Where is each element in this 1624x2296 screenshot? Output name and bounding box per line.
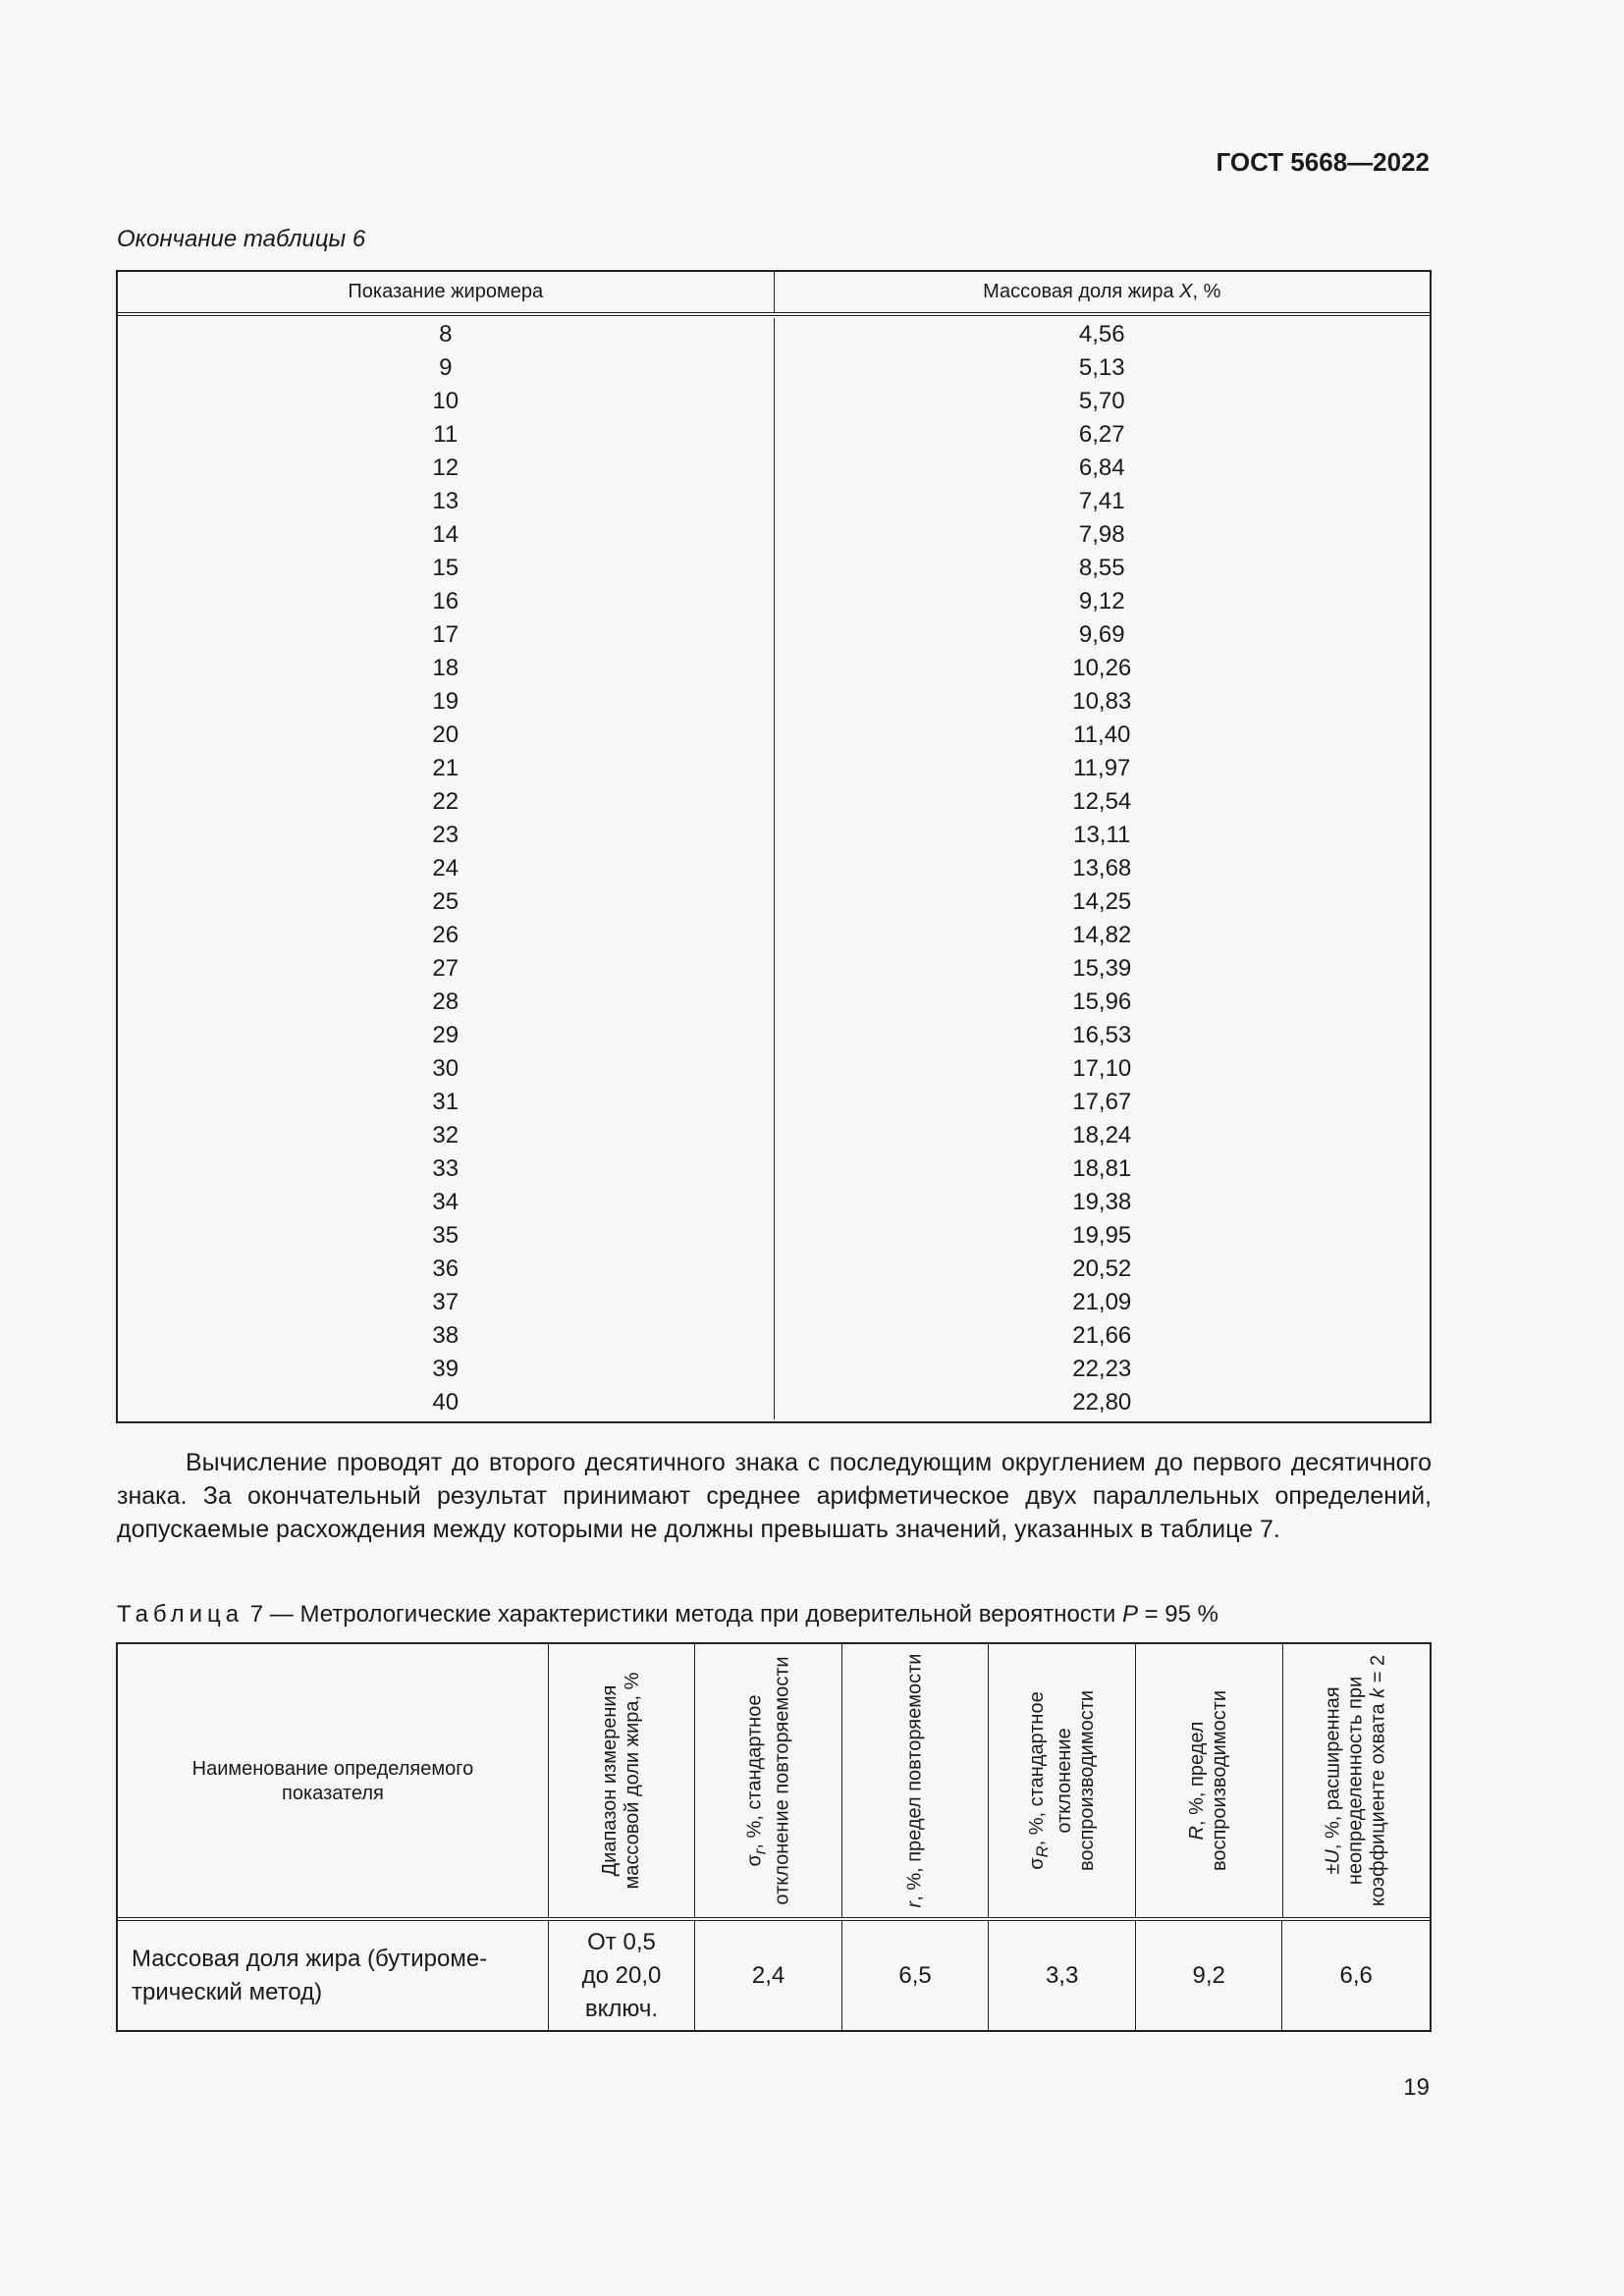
table7-caption-end: = 95 % (1137, 1601, 1219, 1628)
table6-cell: 15,96 (1072, 988, 1132, 1015)
table6-cell: 39 (432, 1356, 460, 1382)
table6-cell: 40 (432, 1389, 460, 1415)
table6-cell: 38 (432, 1322, 460, 1349)
table6 (116, 270, 1432, 1423)
table6-cell: 37 (432, 1289, 460, 1315)
table7-header-sigma-R (989, 1644, 1136, 1917)
table6-cell: 7,41 (1078, 488, 1125, 514)
name-line-2: трический метод) (132, 1978, 323, 2005)
table6-cell: 33 (432, 1155, 460, 1182)
header-name-text: Наименование определяемого показателя (191, 1758, 474, 1804)
table7-header-r (842, 1644, 990, 1917)
table6-cell: 9,69 (1078, 621, 1125, 648)
range-line-3: включ. (584, 1995, 659, 2022)
table6-cell: 19,38 (1072, 1189, 1132, 1215)
R-desc: , %, предел воспроизводимости (1186, 1689, 1231, 1872)
table6-cell: 19,95 (1072, 1222, 1132, 1249)
table7-cell-sigma-R: 3,3 (989, 1921, 1136, 2030)
table6-cell: 21,66 (1072, 1322, 1132, 1349)
table7-header-R (1136, 1644, 1283, 1917)
table6-cell: 34 (432, 1189, 460, 1215)
table6-cell: 13,11 (1073, 822, 1131, 848)
table6-cell: 18,81 (1072, 1155, 1132, 1182)
table6-cell: 11,40 (1073, 721, 1131, 748)
table7-caption-text: 7 — Метрологические характеристики метода при доверительной вероятности (244, 1601, 1122, 1628)
table6-cell: 10,26 (1072, 655, 1132, 681)
table7-header-name (118, 1644, 549, 1917)
table7-cell-r: 6,5 (842, 1921, 990, 2030)
header-U-text (1323, 1648, 1390, 1913)
table6-cell: 31 (432, 1089, 460, 1115)
table6-cell: 20,52 (1072, 1255, 1132, 1282)
table6-cell: 36 (432, 1255, 460, 1282)
U-desc: , %, расширенная неопределенность при коэффициенте охвата (1322, 1676, 1389, 1907)
table6-cell: 16,53 (1072, 1022, 1132, 1048)
table6-cell: 10 (432, 388, 460, 414)
table7-data-row (118, 1921, 1430, 2030)
table7-cell-U: 6,6 (1339, 1961, 1373, 1989)
sigma-r-desc: , %, стандартное отклонение повторяемости (743, 1656, 793, 1905)
range-line-2: до 20,0 (581, 1961, 662, 1989)
table6-cell: 21,09 (1072, 1289, 1132, 1315)
table6-cell: 19 (432, 688, 460, 715)
table6-cell: 35 (432, 1222, 460, 1249)
U-k-val: = 2 (1367, 1654, 1389, 1688)
table6-cell: 12,54 (1072, 788, 1132, 815)
table6-header-fat-fraction (775, 272, 1431, 312)
table6-cell: 25 (432, 888, 460, 915)
table6-cell: 5,70 (1078, 388, 1125, 414)
U-symbol: U (1322, 1849, 1344, 1864)
table6-cell: 23 (432, 822, 460, 848)
table6-cell: 28 (432, 988, 460, 1015)
table7-cell-R: 9,2 (1136, 1921, 1283, 2030)
U-k: k (1367, 1687, 1389, 1698)
table6-cell: 22,80 (1072, 1389, 1132, 1415)
header-sigma-r-text (743, 1648, 793, 1913)
table7-header-sigma-r (695, 1644, 842, 1917)
table6-cell: 17,67 (1072, 1089, 1132, 1115)
table6-cell: 11 (433, 421, 459, 448)
table6-header-reading: Показание жиромера (118, 272, 775, 312)
table6-cell: 17,10 (1072, 1055, 1132, 1082)
document-code: ГОСТ 5668—2022 (1216, 147, 1430, 177)
table6-cell: 14 (432, 521, 460, 548)
header-r-text (904, 1648, 927, 1913)
table6-cell: 11,97 (1073, 755, 1131, 781)
table6-cell: 10,83 (1072, 688, 1132, 715)
table6-cell: 22,23 (1072, 1356, 1132, 1382)
table6-cell: 26 (432, 922, 460, 948)
range-line-1: От 0,5 (587, 1928, 656, 1955)
table6-cell: 24 (432, 855, 460, 881)
header-sigma-R-text (1026, 1648, 1099, 1913)
sigma-symbol: σ (743, 1854, 766, 1867)
sigma-sub-r: r (750, 1848, 770, 1855)
table7-caption (117, 1601, 1218, 1629)
table6-cell: 21 (432, 755, 460, 781)
table7-header-range (549, 1644, 696, 1917)
header-range-text: Диапазон измерения массовой доли жира, % (599, 1672, 644, 1890)
table6-cell: 9,12 (1078, 588, 1125, 614)
table7-cell-range (549, 1921, 696, 2030)
table6-cell: 29 (432, 1022, 460, 1048)
table6-body (118, 316, 1430, 1421)
table6-continuation-caption: Окончание таблицы 6 (117, 226, 366, 252)
table6-cell: 6,84 (1078, 454, 1125, 481)
table7-caption-word: Таблица (117, 1601, 244, 1628)
table6-cell: 6,27 (1078, 421, 1125, 448)
table6-cell: 13 (432, 488, 460, 514)
table6-cell: 14,25 (1072, 888, 1132, 915)
table7-caption-var: P (1121, 1601, 1138, 1628)
table7-header-row (118, 1644, 1430, 1921)
page-number: 19 (1403, 2074, 1430, 2101)
table6-cell: 5,13 (1078, 354, 1125, 381)
table7-header-U (1283, 1644, 1431, 1917)
header-unit: , % (1192, 281, 1221, 302)
table6-cell: 15,39 (1072, 955, 1132, 982)
r-symbol: r (903, 1900, 926, 1908)
table6-cell: 9 (439, 354, 453, 381)
r-desc: , %, предел повторяемости (903, 1653, 926, 1901)
R-symbol: R (1186, 1826, 1209, 1841)
table6-cell: 17 (432, 621, 460, 648)
table6-cell: 13,68 (1072, 855, 1132, 881)
table6-cell: 27 (432, 955, 460, 982)
table6-cell: 18 (432, 655, 460, 681)
table6-cell: 16 (432, 588, 460, 614)
table6-cell: 20 (432, 721, 460, 748)
table6-cell: 8 (439, 321, 453, 347)
table6-cell: 12 (432, 454, 460, 481)
table6-cell: 22 (432, 788, 460, 815)
table6-cell: 32 (432, 1122, 460, 1148)
table6-cell: 14,82 (1072, 922, 1132, 948)
table6-cell: 15 (432, 555, 460, 581)
sigma-sub-R: R (1032, 1845, 1052, 1858)
table6-header-row (118, 272, 1430, 316)
header-variable: X (1179, 281, 1193, 302)
sigma-R-desc: , %, стандартное отклонение воспроизводимости (1025, 1689, 1098, 1872)
sigma-symbol: σ (1025, 1857, 1048, 1870)
header-text: Массовая доля жира (983, 281, 1180, 302)
table6-fat-fraction-column (775, 318, 1431, 1419)
table7-cell-sigma-r: 2,4 (695, 1921, 842, 2030)
body-paragraph: Вычисление проводят до второго десятичного знака с последующим округлением до первого десятичного знака. За окончательный результат принимают среднее арифметическое двух параллельных определений, допускаемые расхождения между которыми не должны превышать значений, указанных в таблице 7. (117, 1449, 1432, 1543)
table6-cell: 18,24 (1072, 1122, 1132, 1148)
table6-cell: 30 (432, 1055, 460, 1082)
table6-cell: 4,56 (1078, 321, 1125, 347)
table7-cell-name (118, 1921, 549, 2030)
header-R-text (1186, 1648, 1231, 1913)
name-line-1: Массовая доля жира (бутироме- (132, 1945, 488, 1972)
table7 (116, 1642, 1432, 2032)
U-prefix: ± (1322, 1863, 1344, 1875)
table6-cell: 8,55 (1078, 555, 1125, 581)
table6-cell: 7,98 (1078, 521, 1125, 548)
table6-readings-column (118, 318, 775, 1419)
